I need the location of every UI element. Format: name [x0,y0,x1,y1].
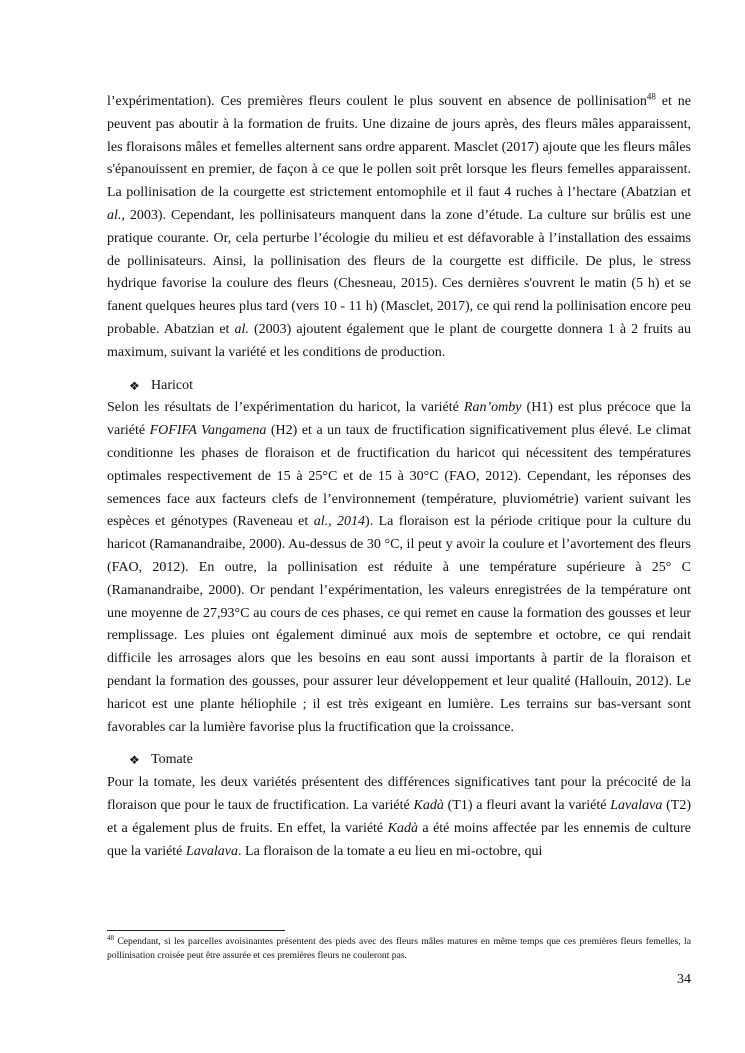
paragraph-courgette [107,91,691,365]
footnote-text: Cependant, si les parcelles avoisinantes présentent des pieds avec des fleurs mâles matures en même temps que ces premières fleurs femelles, la pollinisation croisée peut être assurée et ces premières fleurs ne couleront pas. [107,936,691,961]
italic-text: al. [107,207,122,223]
variety-name: Lavalava [610,797,663,813]
italic-text: al., 2014 [313,514,366,530]
page-number: 34 [677,972,691,987]
paragraph-text: (H2) et a un taux de fructification significativement plus élevé. Le climat conditionne les phases de floraison et de fructification du haricot qui nécessitent des températures optimales respectivement de 15 à 25°C et de 15 à 30°C (FAO, 2012). Cependant, les réponses des semences face aux facteurs clefs de l’environnement (température, pluviométrie) varient suivant les espèces et génotypes (Raveneau et [107,423,691,530]
paragraph-text: Pour la tomate, les deux variétés présentent des différences significatives tant pour la précocité de la floraison que pour le taux de fructification. La variété [107,775,691,813]
paragraph-text: (T2) et a également plus de fruits. En effet, la variété [107,797,691,836]
footnote-divider [107,930,285,931]
heading-label: Haricot [151,377,193,393]
page-body [107,91,691,863]
variety-name: Lavalava [185,843,239,859]
paragraph-text: . La floraison de la tomate a eu lieu en mi-octobre, qui [238,843,543,859]
paragraph-text: (T1) a fleuri avant la variété [443,797,611,813]
paragraph-text: et ne peuvent pas aboutir à la formation de fruits. Une dizaine de jours après, des fleurs mâles apparaissent, les floraisons mâles et femelles alternent sans ordre apparent. Masclet (2017) ajoute que les fleurs mâles s'épanouissent en premier, de façon à ce que le pollen soit prêt lorsque les fleurs femelles apparaissent. La pollinisation de la courgette est strictement entomophile et il faut 4 ruches à l’hectare (Abatzian et [107,94,691,201]
paragraph-tomate [107,772,691,863]
paragraph-text: (H1) est plus précoce que la variété [107,400,691,439]
paragraph-text: , 2003). Cependant, les pollinisateurs manquent dans la zone d’étude. La culture sur brûlis est une pratique courante. Or, cela perturbe l’écologie du milieu et est défavorable à l’installation des essaims de pollinisateurs. Ainsi, la pollinisation des fleurs de la courgette est difficile. De plus, le stress hydrique favorise la coulure des fleurs (Chesneau, 2015). Ces dernières s'ouvrent le matin (5 h) et se fanent quelques heures plus tard (vers 10 - 11 h) (Masclet, 2017), ce qui rend la pollinisation encore peu probable. Abatzian et [107,207,691,337]
paragraph-text: a été moins affectée par les ennemis de culture que la variété [107,820,691,859]
diamond-bullet-icon: ❖ [129,378,140,393]
footnote-number: 48 [107,933,114,942]
variety-name: Kadà [387,820,418,836]
paragraph-haricot [107,397,691,739]
footnote [107,935,691,963]
paragraph-text: ). La floraison est la période critique pour la culture du haricot (Ramanandraibe, 2000). Au-dessus de 30 °C, il peut y avoir la coulure et l’avortement des fleurs (FAO, 2012). En outre, la pollinisation est réduite à une température supérieure à 25° C (Ramanandraibe, 2000). Or pendant l’expérimentation, les valeurs enregistrées de la température ont une moyenne de 27,93°C au cours de ces phases, ce qui remet en cause la formation des gousses et leur remplissage. Les pluies ont également diminué aux mois de septembre et octobre, ce qui rendait difficile les arrosages alors que les besoins en eau sont aussi importants à partir de la floraison et pendant la formation des gousses, pour assurer leur développement et leur qualité (Hallouin, 2012). Le haricot est une plante héliophile ; il est très exigeant en lumière. Les terrains sur bas-versant sont favorables car la lumière favorise plus la fructification que la croissance. [107,514,691,735]
paragraph-text: (2003) ajoutent également que le plant de courgette donnera 1 à 2 fruits au maximum, suivant la variété et les conditions de production. [107,321,691,360]
footnote-reference[interactable]: 48 [646,91,656,102]
section-heading-haricot [107,375,691,398]
variety-name: Ran’omby [463,400,522,416]
paragraph-text: Selon les résultats de l’expérimentation du haricot, la variété [107,400,464,416]
diamond-bullet-icon: ❖ [129,753,140,768]
variety-name: Kadà [413,797,444,813]
paragraph-text: l’expérimentation). Ces premières fleurs coulent le plus souvent en absence de pollinisation [107,94,647,109]
italic-text: al. [234,321,249,337]
variety-name: FOFIFA Vangamena [149,423,267,439]
section-heading-tomate [107,749,691,772]
heading-label: Tomate [151,752,193,768]
